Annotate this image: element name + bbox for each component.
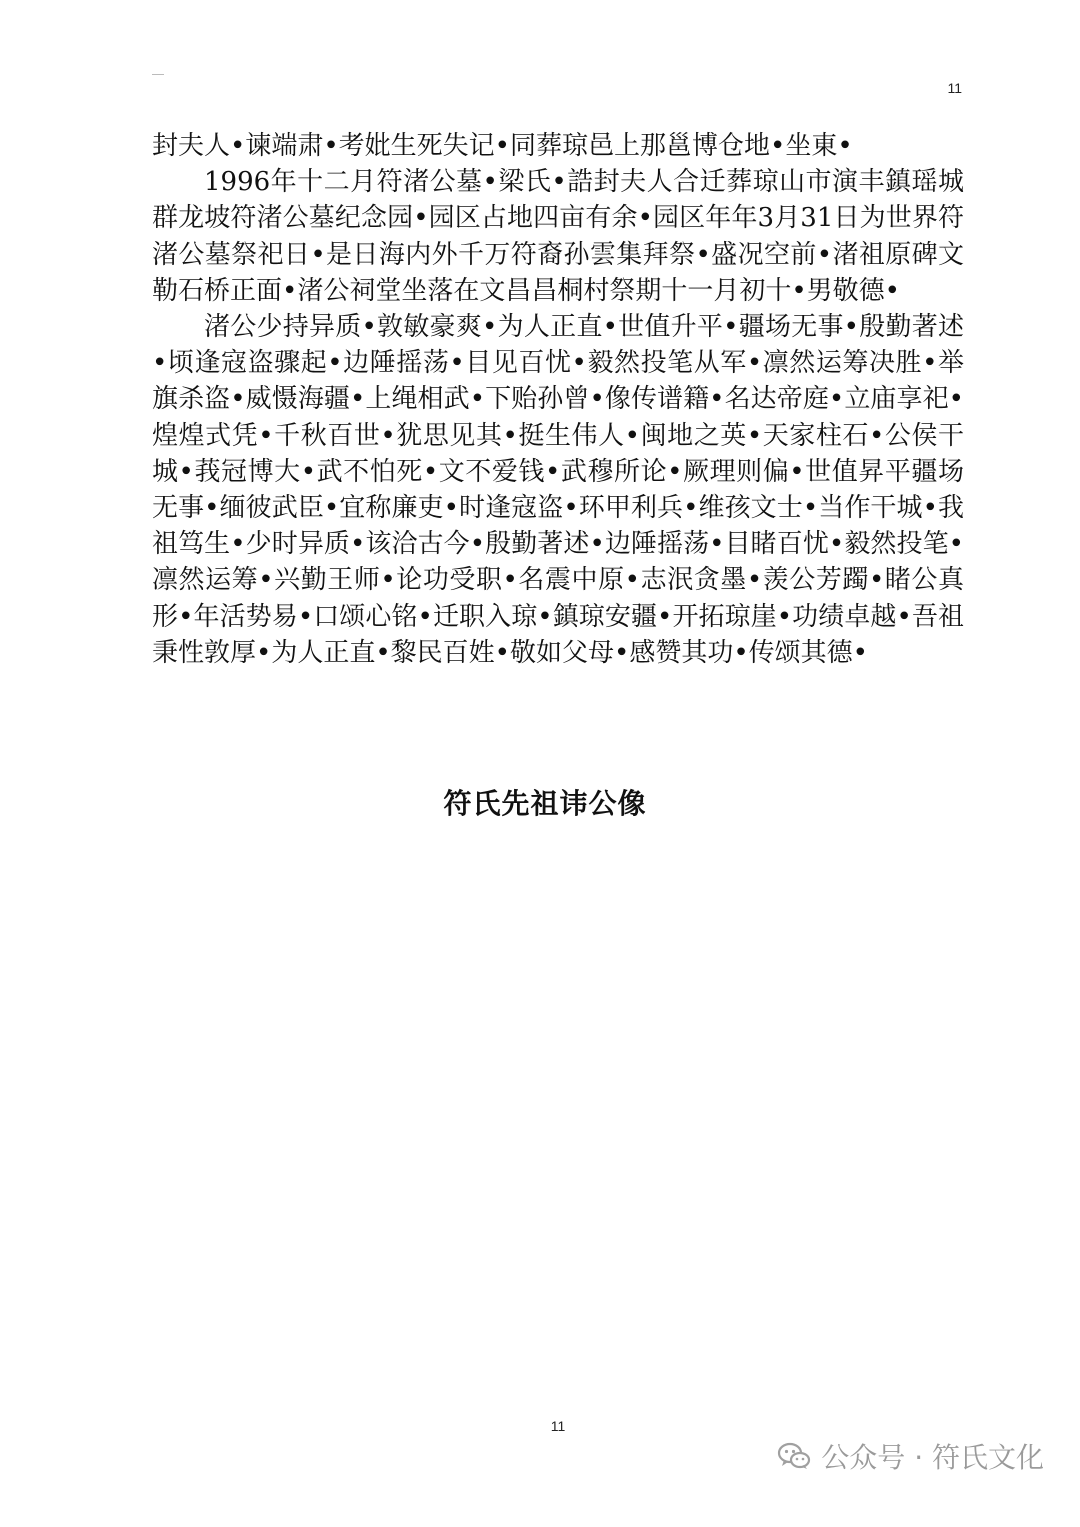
page-number-bottom: 11 (550, 1418, 566, 1434)
page-number-top: 11 (947, 80, 962, 96)
watermark (777, 1436, 1044, 1476)
paragraph-1: 封夫人•谏端肃•考妣生死失记•同葬琼邑上那邕博仓地•坐東• (152, 131, 853, 161)
watermark-label: 公众号 · 符氏文化 (821, 1441, 1044, 1474)
section-heading: 符氏先祖讳公像 (443, 787, 647, 820)
paragraph-2: 1996年十二月符渚公墓•梁氏•誥封夫人合迁葬琼山市演丰鎮瑶城群龙坡符渚公墓纪念园•园区占地四亩有余•园区年年3月31日为世界符渚公墓祭祀日•是日海内外千万符裔孙雲集拜祭•盛况空前•渚祖原碑文勒石桥正面•渚公祠堂坐落在文昌昌桐村祭期十一月初十•男敬德• (152, 167, 964, 306)
header-rule (152, 74, 164, 75)
document-body (152, 128, 964, 671)
wechat-icon (777, 1441, 811, 1471)
paragraph-3: 渚公少持异质•敦敏豪爽•为人正直•世值升平•疆场无事•殷勤著述•顷逢寇盗骤起•边陲摇荡•目见百忧•毅然投笔从军•凛然运筹决胜•举旗杀盗•威慑海疆•上绳相武•下贻孙曾•像传谱籍•名达帝庭•立庙享祀•煌煌式凭•千秋百世•犹思见其•挺生伟人•闽地之英•天家柱石•公侯干城•莪冠博大•武不怕死•文不爱钱•武穆所论•厥理则偏•世值昇平疆场无事•缅彼武臣•宜称廉吏•时逢寇盗•环甲利兵•维孩文士•当作干城•我祖笃生•少时异质•该洽古今•殷勤著述•边陲摇荡•目睹百忧•毅然投笔•凛然运筹•兴勤王师•论功受职•名震中原•志泯贪墨•羡公芳躅•睹公真形•年活势易•口颂心铭•迁职入琼•鎮琼安疆•开拓琼崖•功绩卓越•吾祖秉性敦厚•为人正直•黎民百姓•敬如父母•感赞其功•传颂其德• (152, 312, 964, 668)
